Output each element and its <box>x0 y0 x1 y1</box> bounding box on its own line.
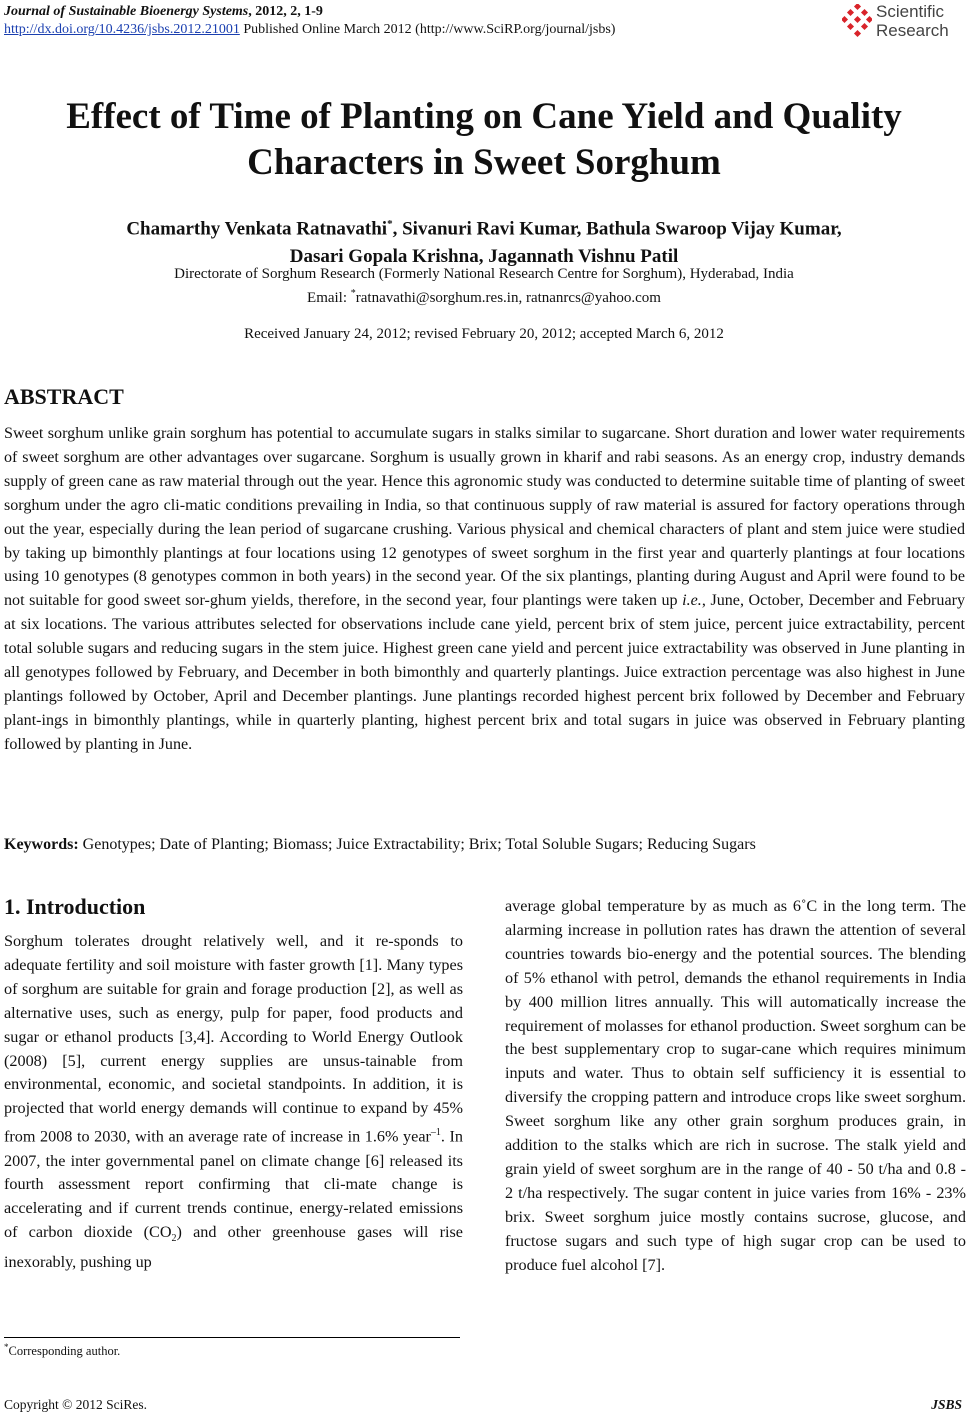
author-list <box>0 210 968 271</box>
author-corresponding: Chamarthy Venkata Ratnavathi <box>126 218 388 240</box>
abstract-part-2: , June, October, December and February at six locations. The various attributes selected for observations include cane yield, percent brix of stem juice, percent juice extractability, percent total soluble sugars and reducing sugars in the stem juice. Highest green cane yield and percent juice extractability was observed in June planting in all genotypes followed by February, and December in both bimonthly and quarterly plantings. Juice extraction percentage was also highest in June plantings followed by October, April and December plantings. June plantings recorded highest percent brix followed by December and February plant-ings in bimonthly plantings, while in quarterly planting, highest percent brix and total sugars in juice was observed in February planting followed by planting in June. <box>4 592 965 753</box>
abstract-part-1: Sweet sorghum unlike grain sorghum has potential to accumulate sugars in stalks similar to sugarcane. Short duration and lower water requirements of sweet sorghum are other advantages over sugarcane. Sorghum is usually grown in kharif and rabi seasons. As an energy crop, industry demands supply of green cane as raw material through out the year. Hence this agronomic study was conducted to determine suitable time of planting of sweet sorghum under the agro cli-matic conditions prevailing in India, so that continuous supply of raw material is assured for factory operations through out the year, especially during the lean period of sugarcane crushing. Various physical and chemical characters of plant and stem juice were studied by taking up bimonthly plantings at four locations using 12 genotypes of sweet sorghum in the first year and quarterly plantings at four locations using 10 genotypes (8 genotypes common in both years) in the second year. Of the six plantings, planting during August and April were found to be not suitable for good sweet sor-ghum yields, therefore, in the second year, four plantings were taken up <box>4 425 965 610</box>
abstract-ie: i.e. <box>682 592 702 610</box>
authors-rest-1: , Sivanuri Ravi Kumar, Bathula Swaroop Vijay Kumar, <box>392 218 842 240</box>
logo-mark-icon <box>842 4 872 38</box>
journal-abbreviation: JSBS <box>931 1397 962 1412</box>
abstract-heading: ABSTRACT <box>4 384 124 409</box>
publisher-logo <box>840 2 962 42</box>
journal-volume: , 2012, 2, 1-9 <box>248 4 323 19</box>
keywords <box>4 836 965 854</box>
title-line-1: Effect of Time of Planting on Cane Yield and Quality <box>66 96 902 137</box>
logo-line-2: Research <box>876 21 949 40</box>
logo-line-1: Scientific <box>876 2 945 21</box>
received-dates: Received January 24, 2012; revised February 20, 2012; accepted March 6, 2012 <box>244 326 724 342</box>
author-star: * <box>387 218 393 230</box>
keywords-label: Keywords: <box>4 836 79 853</box>
email-label: Email: <box>307 290 351 306</box>
authors-line-1 <box>0 210 968 243</box>
keywords-text: Genotypes; Date of Planting; Biomass; Juice Extractability; Brix; Total Soluble Sugars; Reducing Sugars <box>78 836 756 853</box>
intro-left-part-2: . In 2007, the inter governmental panel on climate change [6] released its fourth assessment report confirming that cli-mate change is accelerating and if current trends continue, energy-related emissions of carbon dioxide (CO <box>4 1127 463 1242</box>
intro-right-column: average global temperature by as much as 6˚C in the long term. The alarming increase in pollution rates has drawn the attention of several countries towards bio-energy and the potential sources. The blending of 5% ethanol with petrol, demands the ethanol requirements in India by 400 million litres annually. This will automatically increase the requirement of molasses for ethanol production. Sweet sorghum can be the best supplementary crop to sugar-cane which requires minimum inputs and water. Thus to obtain self sufficiency it is essential to diversify the cropping pattern and introduce crops like sweet sorghum. Sweet sorghum like any other grain sorghum produces grain, in addition to the stalks which are rich in sucrose. The stalk yield and grain yield of sweet sorghum are in the range of 40 - 50 t/ha and 0.8 - 2 t/ha respectively. The sugar content in juice varies from 16% - 23% brix. Sweet sorghum juice mostly contains sucrose, glucose, and fructose sugars and such type of high sugar crop can be used to produce fuel alcohol [7]. <box>505 897 966 1274</box>
logo-text <box>876 2 949 40</box>
affiliation-block <box>0 264 968 308</box>
intro-subscript: 2 <box>171 1233 177 1245</box>
footnote-star: * <box>4 1342 9 1352</box>
footnote-text: Corresponding author. <box>8 1344 121 1359</box>
doi-line <box>4 21 615 39</box>
abstract-text <box>4 422 965 757</box>
footnote <box>4 1342 120 1359</box>
intro-left-part-1: Sorghum tolerates drought relatively well, and it re-sponds to adequate fertility and soil moisture with faster growth [1]. Many types of sorghum are suitable for grain and forage production [2], as well as alternative uses, such as energy, pulp for paper, food products and sugar or ethanol products [3,4]. According to World Energy Outlook (2008) [5], current energy supplies are unsus-tainable from environmental, economic, and societal standpoints. In addition, it is projected that world energy demands will continue to expand by 45% from 2008 to 2030, with an average rate of increase in 1.6% year <box>4 932 463 1146</box>
journal-header <box>4 3 615 39</box>
journal-name: Journal of Sustainable Bioenergy Systems <box>4 4 249 19</box>
intro-heading: 1. Introduction <box>4 894 146 919</box>
title-line-2: Characters in Sweet Sorghum <box>247 142 721 183</box>
copyright-notice: Copyright © 2012 SciRes. <box>4 1397 148 1412</box>
email-line <box>0 284 968 308</box>
doi-link[interactable]: http://dx.doi.org/10.4236/jsbs.2012.21001 <box>4 22 240 37</box>
footnote-rule <box>4 1337 460 1338</box>
published-online: Published Online March 2012 (http://www.SciRP.org/journal/jsbs) <box>239 22 616 37</box>
email-star: * <box>350 288 356 299</box>
authors-line-2: Dasari Gopala Krishna, Jagannath Vishnu Patil <box>289 246 679 268</box>
intro-left-column <box>4 930 463 1275</box>
intro-left-part-3: ) and other greenhouse gases will rise inexorably, pushing up <box>4 1223 463 1272</box>
intro-superscript: –1 <box>430 1127 441 1139</box>
paper-title <box>0 94 968 186</box>
email-value: ratnavathi@sorghum.res.in, ratnanrcs@yahoo.com <box>355 290 661 306</box>
journal-citation <box>4 3 615 21</box>
affiliation: Directorate of Sorghum Research (Formerly National Research Centre for Sorghum), Hyderabad, India <box>174 266 794 282</box>
